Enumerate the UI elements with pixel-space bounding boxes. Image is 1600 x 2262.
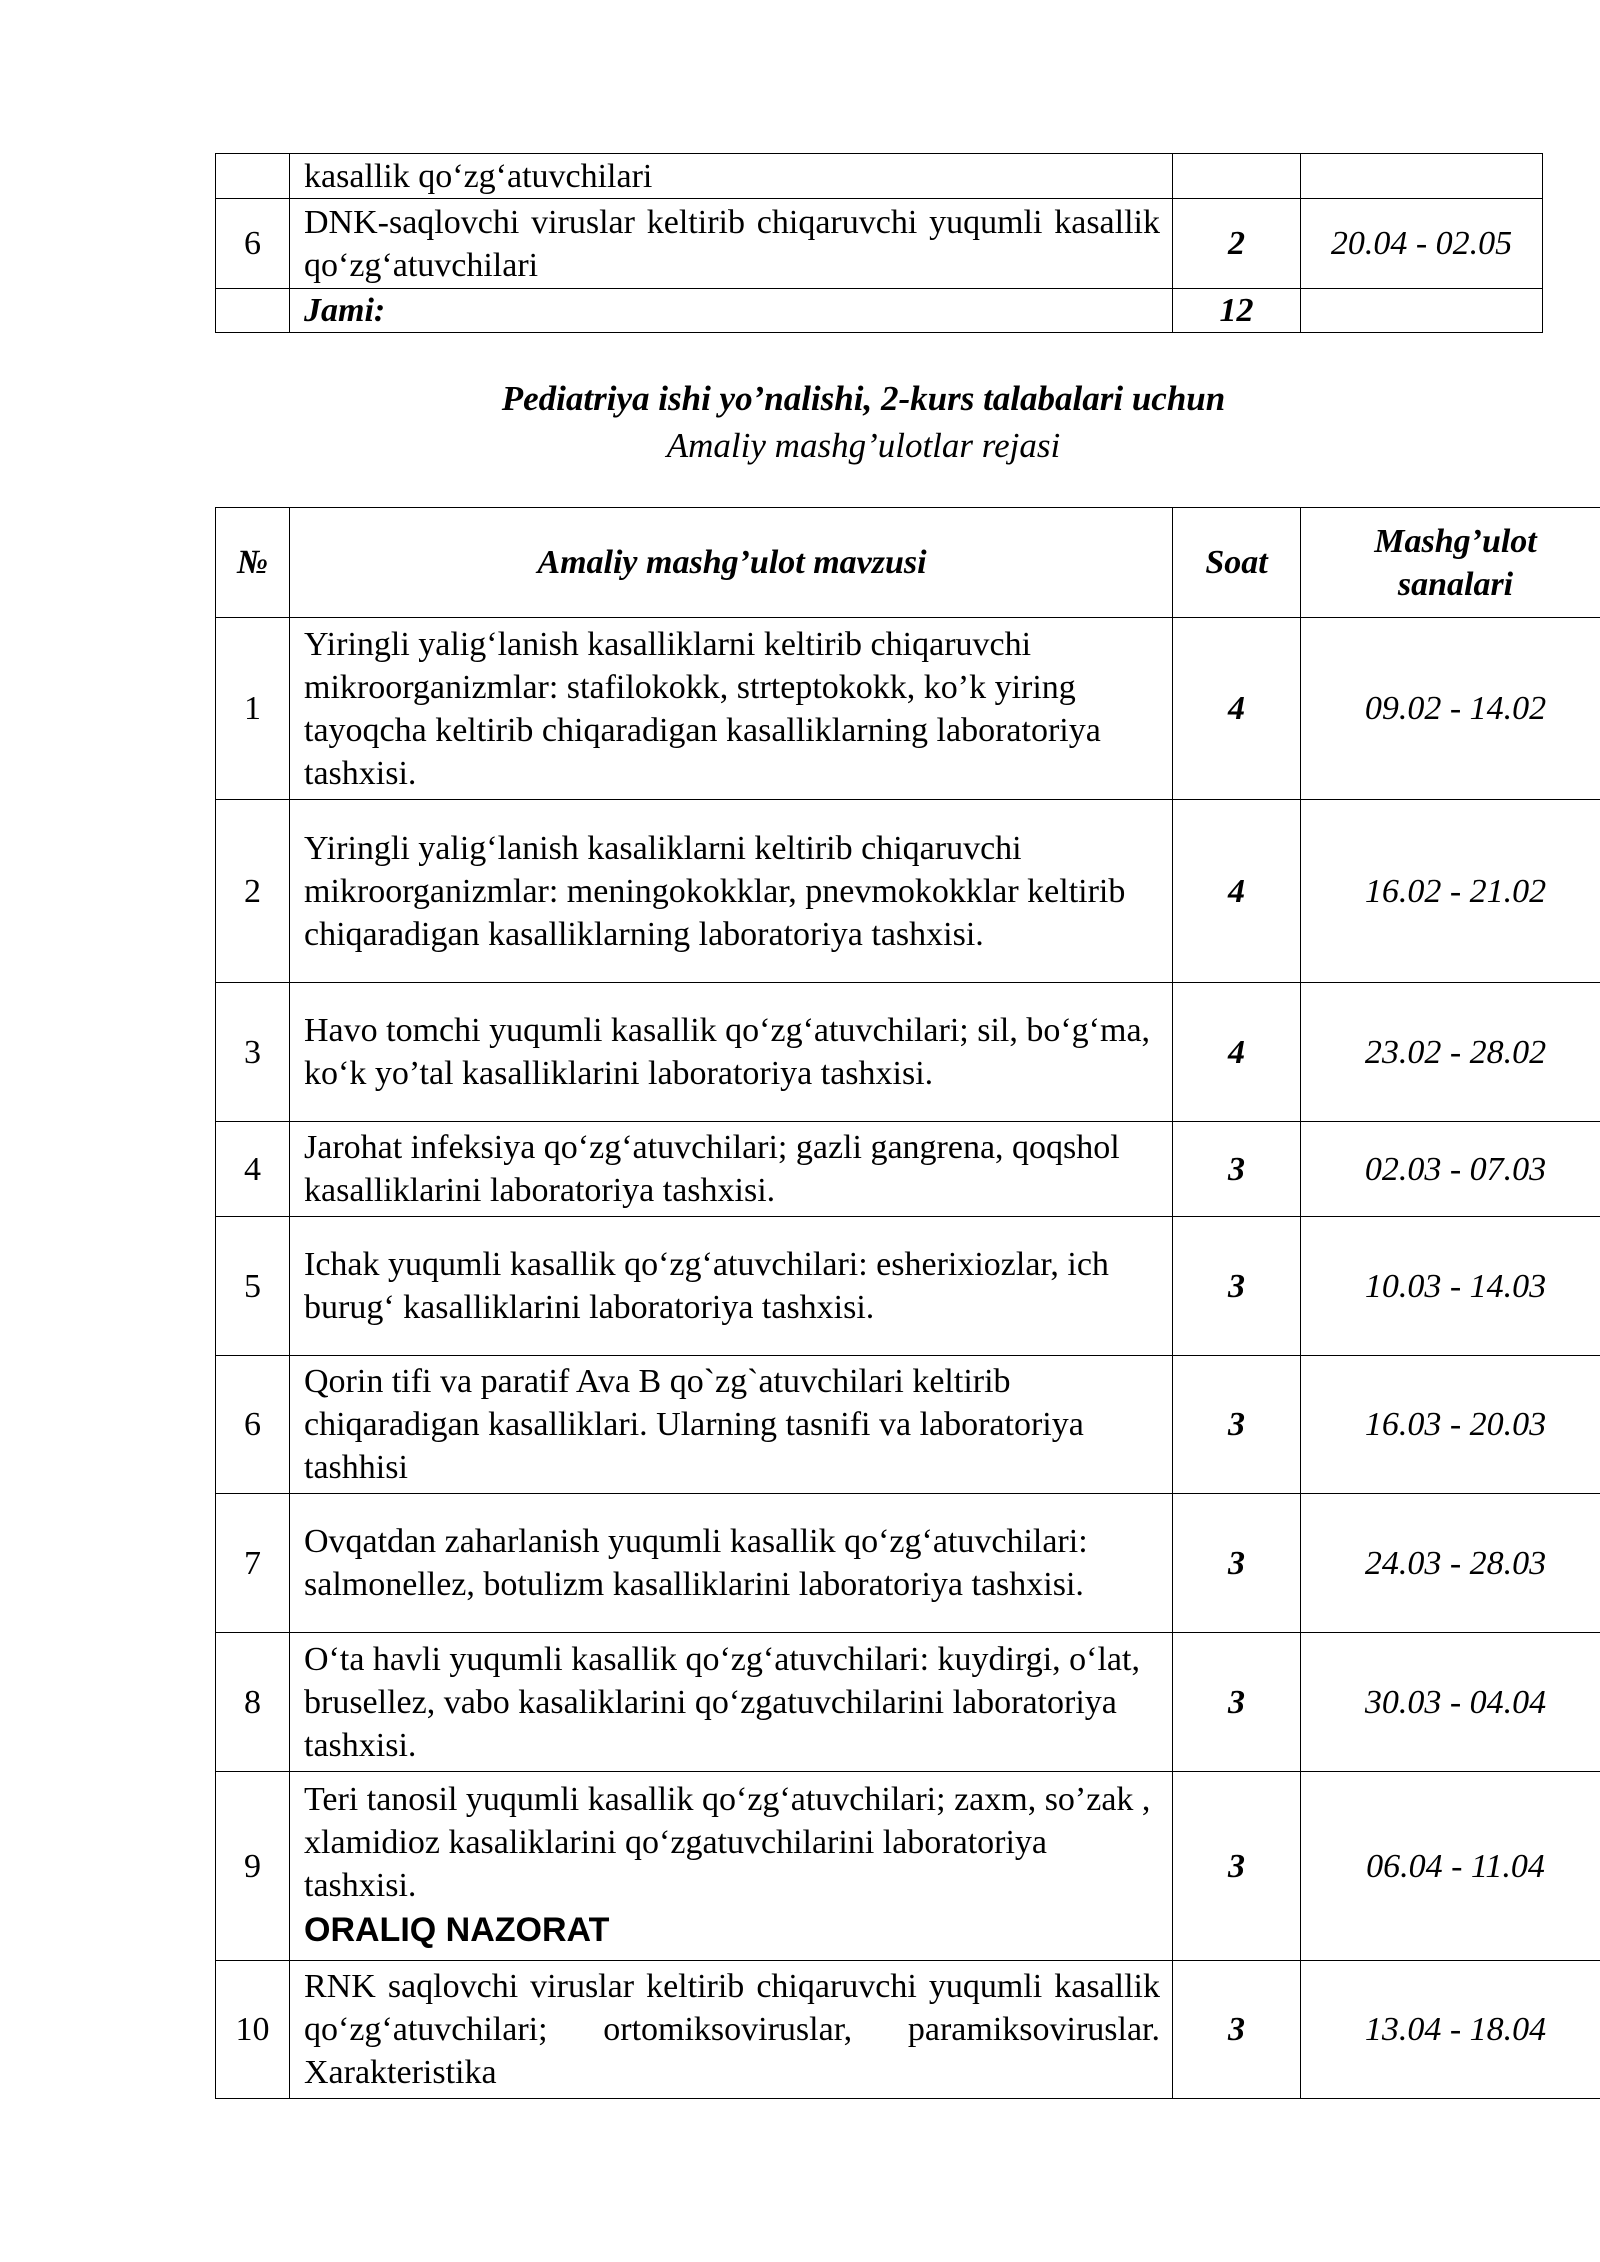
- header-topic: Amaliy mashg’ulot mavzusi: [290, 508, 1173, 618]
- hours-cell: 3: [1173, 1494, 1301, 1633]
- row-number: 1: [216, 618, 290, 800]
- table-row: [216, 800, 1600, 983]
- row-number: 6: [216, 1356, 290, 1494]
- table-row: [216, 1494, 1600, 1633]
- table-row: [216, 1633, 1600, 1772]
- total-row: [216, 289, 1543, 333]
- table-row: [216, 154, 1543, 199]
- hours-cell: 3: [1173, 1122, 1301, 1217]
- row-number: 8: [216, 1633, 290, 1772]
- topic-cell: Ovqatdan zaharlanish yuqumli kasallik qo‘zg‘atuvchilari: salmonellez, botulizm kasalliklarini laboratoriya tashxisi.: [290, 1494, 1173, 1633]
- table-row: [216, 1356, 1600, 1494]
- hours-cell: 3: [1173, 1633, 1301, 1772]
- topic-cell: DNK-saqlovchi viruslar keltirib chiqaruvchi yuqumli kasallik qo‘zg‘atuvchilari: [290, 199, 1173, 289]
- topic-cell: Havo tomchi yuqumli kasallik qo‘zg‘atuvchilari; sil, bo‘g‘ma, ko‘k yo’tal kasalliklarini laboratoriya tashxisi.: [290, 983, 1173, 1122]
- row-number: [216, 154, 290, 199]
- row-number: 4: [216, 1122, 290, 1217]
- dates-cell: 02.03 - 07.03: [1301, 1122, 1600, 1217]
- dates-cell: 23.02 - 28.02: [1301, 983, 1600, 1122]
- section-title: Pediatriya ishi yo’nalishi, 2-kurs talabalari uchun: [501, 379, 1226, 418]
- total-hours: 12: [1173, 289, 1301, 333]
- dates-cell: 13.04 - 18.04: [1301, 1961, 1600, 2099]
- topic-cell: RNK saqlovchi viruslar keltirib chiqaruvchi yuqumli kasallik qo‘zg‘atuvchilari; ortomiksoviruslar, paramiksoviruslar. Xarakteristika: [290, 1961, 1173, 2099]
- header-row: [216, 508, 1600, 618]
- dates-cell: 06.04 - 11.04: [1301, 1772, 1600, 1961]
- header-dates: Mashg’ulot sanalari: [1301, 508, 1600, 618]
- dates-cell: [1301, 154, 1543, 199]
- row-number: 2: [216, 800, 290, 983]
- previous-schedule-table: [215, 153, 1543, 333]
- topic-cell: Ichak yuqumli kasallik qo‘zg‘atuvchilari: esherixiozlar, ich burug‘ kasalliklarini laboratoriya tashxisi.: [290, 1217, 1173, 1356]
- hours-cell: 2: [1173, 199, 1301, 289]
- dates-cell: 16.02 - 21.02: [1301, 800, 1600, 983]
- empty-cell: [216, 289, 290, 333]
- dates-cell: 30.03 - 04.04: [1301, 1633, 1600, 1772]
- hours-cell: 3: [1173, 1217, 1301, 1356]
- midterm-label: ORALIQ NAZORAT: [304, 1911, 610, 1949]
- hours-cell: 4: [1173, 983, 1301, 1122]
- hours-cell: 3: [1173, 1356, 1301, 1494]
- dates-cell: 16.03 - 20.03: [1301, 1356, 1600, 1494]
- hours-cell: 3: [1173, 1961, 1301, 2099]
- total-label: Jami:: [290, 289, 1173, 333]
- section-subtitle: Amaliy mashg’ulotlar rejasi: [666, 426, 1061, 465]
- topic-cell: Yiringli yalig‘lanish kasalliklarni keltirib chiqaruvchi mikroorganizmlar: stafilokokk, strteptokokk, ko’k yiring tayoqcha keltirib chiqaradigan kasalliklarning laboratoriya tashxisi.: [290, 618, 1173, 800]
- row-number: 10: [216, 1961, 290, 2099]
- hours-cell: 3: [1173, 1772, 1301, 1961]
- table-row: [216, 1217, 1600, 1356]
- table-row: [216, 618, 1600, 800]
- hours-cell: 4: [1173, 800, 1301, 983]
- row-number: 5: [216, 1217, 290, 1356]
- hours-cell: [1173, 154, 1301, 199]
- table-row: [216, 1961, 1600, 2099]
- topic-cell: Qorin tifi va paratif Ava B qo`zg`atuvchilari keltirib chiqaradigan kasalliklari. Ularning tasnifi va laboratoriya tashhisi: [290, 1356, 1173, 1494]
- dates-cell: 10.03 - 14.03: [1301, 1217, 1600, 1356]
- topic-text: Teri tanosil yuqumli kasallik qo‘zg‘atuvchilari; zaxm, so’zak , xlamidioz kasaliklarini qo‘zgatuvchilarini laboratoriya tashxisi.: [304, 1781, 1151, 1904]
- dates-cell: 24.03 - 28.03: [1301, 1494, 1600, 1633]
- hours-cell: 4: [1173, 618, 1301, 800]
- topic-cell: kasallik qo‘zg‘atuvchilari: [290, 154, 1173, 199]
- header-number: №: [216, 508, 290, 618]
- dates-cell: 20.04 - 02.05: [1301, 199, 1543, 289]
- table-row: [216, 983, 1600, 1122]
- practical-sessions-table: [215, 507, 1600, 2099]
- row-number: 6: [216, 199, 290, 289]
- topic-cell: Yiringli yalig‘lanish kasaliklarni keltirib chiqaruvchi mikroorganizmlar: meningokokklar, pnevmokokklar keltirib chiqaradigan kasalliklarning laboratoriya tashxisi.: [290, 800, 1173, 983]
- empty-cell: [1301, 289, 1543, 333]
- topic-cell: [290, 1772, 1173, 1961]
- dates-cell: 09.02 - 14.02: [1301, 618, 1600, 800]
- section-heading: [0, 374, 1600, 468]
- topic-cell: Jarohat infeksiya qo‘zg‘atuvchilari; gazli gangrena, qoqshol kasalliklarini laboratoriya tashxisi.: [290, 1122, 1173, 1217]
- topic-cell: O‘ta havli yuqumli kasallik qo‘zg‘atuvchilari: kuydirgi, o‘lat, brusellez, vabo kasaliklarini qo‘zgatuvchilarini laboratoriya tashxisi.: [290, 1633, 1173, 1772]
- table-row: [216, 1122, 1600, 1217]
- table-row: [216, 1772, 1600, 1961]
- table-row: [216, 199, 1543, 289]
- row-number: 9: [216, 1772, 290, 1961]
- row-number: 3: [216, 983, 290, 1122]
- row-number: 7: [216, 1494, 290, 1633]
- header-hours: Soat: [1173, 508, 1301, 618]
